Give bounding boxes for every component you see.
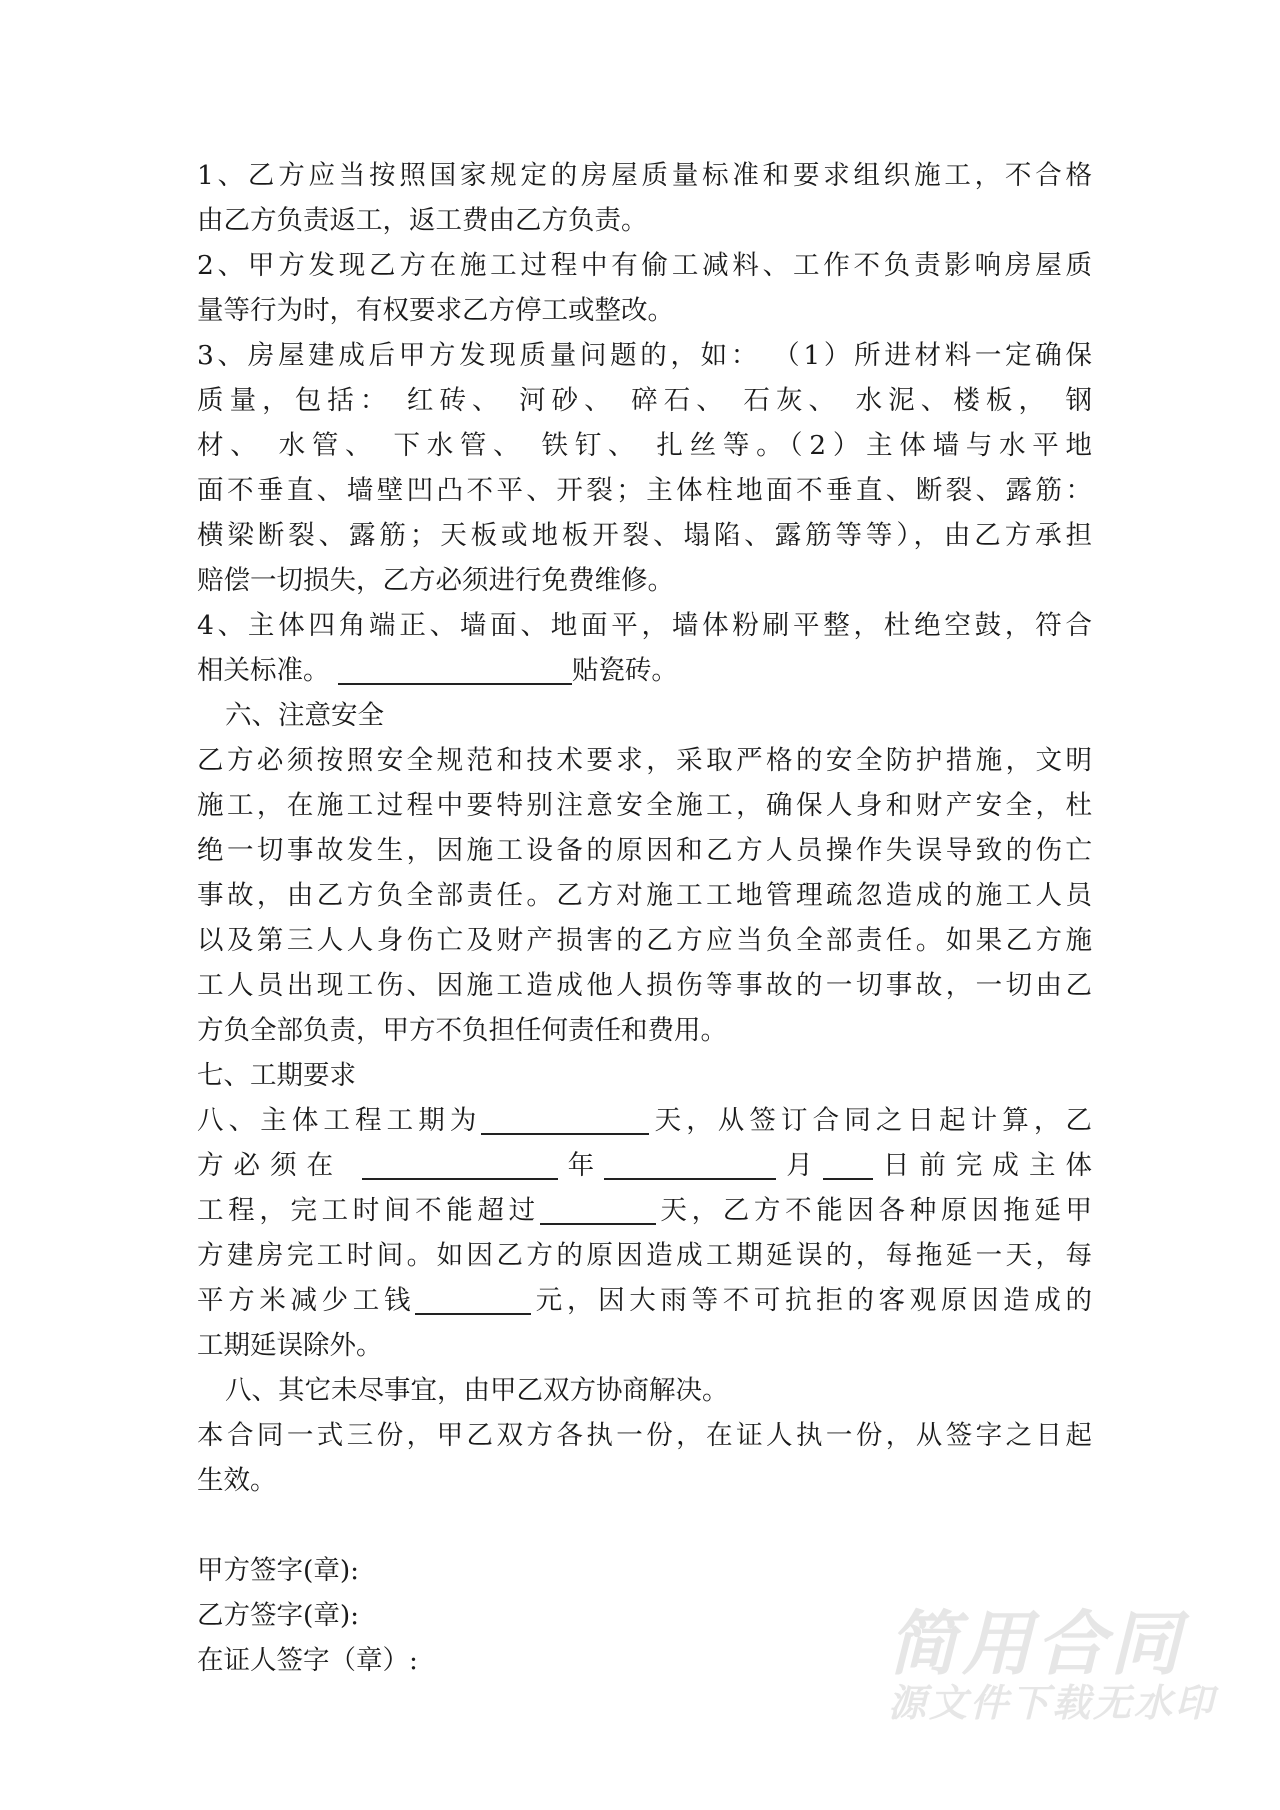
max-days-blank[interactable] bbox=[540, 1195, 656, 1225]
deadline-month-blank[interactable] bbox=[604, 1150, 776, 1180]
watermark-title: 简用合同 bbox=[888, 1603, 1184, 1685]
section-8-heading: 八、其它未尽事宜，由甲乙双方协商解决。 bbox=[225, 1375, 729, 1406]
section-7-heading: 七、工期要求 bbox=[197, 1060, 356, 1091]
section-8-line-1: 本合同一式三份，甲乙双方各执一份，在证人执一份，从签字之日起 bbox=[197, 1420, 1092, 1451]
section-6-line-3: 绝一切事故发生，因施工设备的原因和乙方人员操作失误导致的伤亡 bbox=[197, 835, 1092, 866]
section-6-line-5: 以及第三人人身伤亡及财产损害的乙方应当负全部责任。如果乙方施 bbox=[197, 925, 1092, 956]
section-6-line-6: 工人员出现工伤、因施工造成他人损伤等事故的一切事故，一切由乙 bbox=[197, 970, 1092, 1001]
clause-4-text-before: 相关标准。 bbox=[197, 655, 330, 686]
year-label: 年 bbox=[557, 1150, 605, 1181]
section-6-heading: 六、注意安全 bbox=[225, 700, 384, 731]
contract-page bbox=[197, 153, 1092, 1683]
clause-3-line-2: 质量，包括： 红砖、 河砂、 碎石、 石灰、 水泥、楼板， 钢 bbox=[197, 385, 1092, 416]
section-7-line-6: 工期延误除外。 bbox=[197, 1330, 383, 1361]
max-days-label: 工程，完工时间不能超过 bbox=[197, 1195, 540, 1226]
day-label: 日前完成主体 bbox=[872, 1150, 1093, 1181]
signature-party-a: 甲方签字(章): bbox=[197, 1555, 360, 1586]
section-7-line-3 bbox=[197, 1188, 1092, 1233]
section-6-line-1: 乙方必须按照安全规范和技术要求，采取严格的安全防护措施，文明 bbox=[197, 745, 1092, 776]
duration-days-blank[interactable] bbox=[481, 1105, 649, 1135]
clause-2-line-1: 2、甲方发现乙方在施工过程中有偷工减料、工作不负责影响房屋质 bbox=[197, 250, 1092, 281]
duration-text: 天，从签订合同之日起计算，乙 bbox=[649, 1105, 1093, 1136]
penalty-label: 平方米减少工钱 bbox=[197, 1285, 416, 1316]
penalty-text: 元，因大雨等不可抗拒的客观原因造成的 bbox=[531, 1285, 1093, 1316]
clause-4-text-after: 贴瓷砖。 bbox=[571, 655, 678, 686]
signature-witness: 在证人签字（章）: bbox=[197, 1645, 418, 1676]
watermark-subtitle: 源文件下载无水印 bbox=[888, 1681, 1217, 1725]
clause-4-line-2 bbox=[197, 648, 1092, 693]
signature-party-b: 乙方签字(章): bbox=[197, 1600, 360, 1631]
clause-3-line-1: 3、房屋建成后甲方发现质量问题的，如： （1）所进材料一定确保 bbox=[197, 340, 1092, 371]
section-6-line-7: 方负全部负责，甲方不负担任何责任和费用。 bbox=[197, 1015, 727, 1046]
clause-3-line-6: 赔偿一切损失，乙方必须进行免费维修。 bbox=[197, 565, 674, 596]
deadline-label: 方必须在 bbox=[197, 1150, 344, 1181]
max-days-text: 天，乙方不能因各种原因拖延甲 bbox=[655, 1195, 1093, 1226]
clause-4-line-1: 4、主体四角端正、墙面、地面平，墙体粉刷平整，杜绝空鼓，符合 bbox=[197, 610, 1092, 641]
clause-1-line-1: 1、乙方应当按照国家规定的房屋质量标准和要求组织施工，不合格 bbox=[197, 160, 1092, 191]
section-8-line-2: 生效。 bbox=[197, 1465, 277, 1496]
section-6-line-4: 事故，由乙方负全部责任。乙方对施工工地管理疏忽造成的施工人员 bbox=[197, 880, 1092, 911]
section-7-line-1 bbox=[197, 1098, 1092, 1143]
clause-2-line-2: 量等行为时，有权要求乙方停工或整改。 bbox=[197, 295, 674, 326]
spacer bbox=[197, 1503, 1092, 1548]
tile-blank-field[interactable] bbox=[338, 655, 572, 685]
section-6-line-2: 施工，在施工过程中要特别注意安全施工，确保人身和财产安全，杜 bbox=[197, 790, 1092, 821]
clause-3-line-3: 材、 水管、 下水管、 铁钉、 扎丝等。（2）主体墙与水平地 bbox=[197, 430, 1092, 461]
deadline-year-blank[interactable] bbox=[362, 1150, 558, 1180]
section-7-line-4: 方建房完工时间。如因乙方的原因造成工期延误的，每拖延一天，每 bbox=[197, 1240, 1092, 1271]
clause-1-line-2: 由乙方负责返工，返工费由乙方负责。 bbox=[197, 205, 648, 236]
duration-label: 八、主体工程工期为 bbox=[197, 1105, 482, 1136]
penalty-amount-blank[interactable] bbox=[415, 1285, 531, 1315]
deadline-day-blank[interactable] bbox=[823, 1150, 873, 1180]
month-label: 月 bbox=[776, 1150, 823, 1181]
section-7-line-5 bbox=[197, 1278, 1092, 1323]
clause-3-line-4: 面不垂直、墙壁凹凸不平、开裂；主体柱地面不垂直、断裂、露筋： bbox=[197, 475, 1092, 506]
clause-3-line-5: 横梁断裂、露筋；天板或地板开裂、塌陷、露筋等等），由乙方承担 bbox=[197, 520, 1092, 551]
section-7-line-2 bbox=[197, 1143, 1092, 1188]
